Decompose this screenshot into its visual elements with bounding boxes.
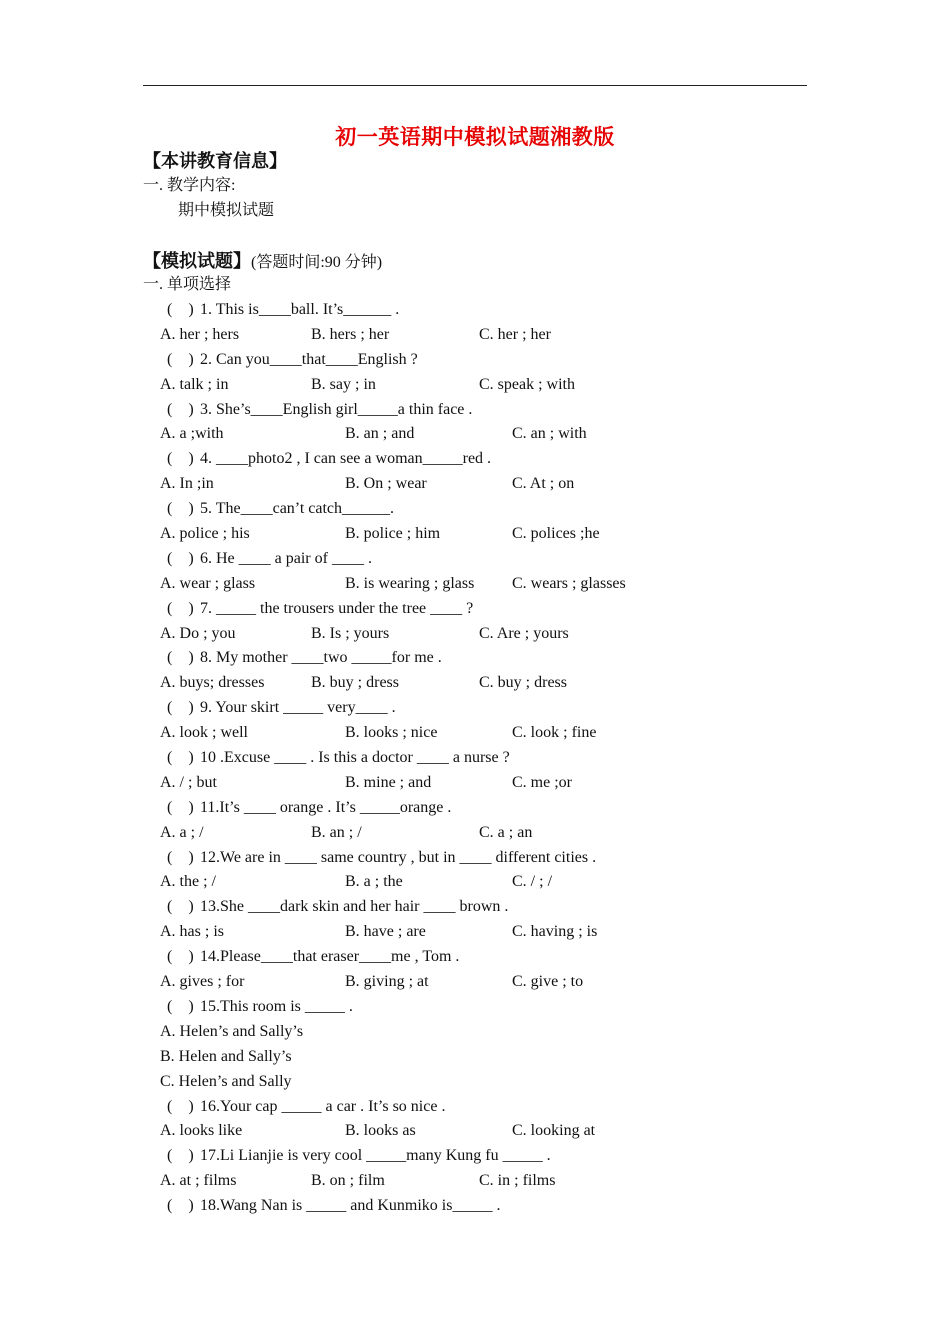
question-stem	[160, 945, 820, 970]
answer-option: B. looks as	[345, 1122, 416, 1140]
options-row	[160, 323, 820, 348]
answer-blank: ( )	[167, 749, 194, 767]
question-text: 17.Li Lianjie is very cool _____many Kung fu _____ .	[200, 1147, 551, 1165]
question-text: 3. She’s____English girl_____a thin face .	[200, 400, 473, 418]
question-text: 6. He ____ a pair of ____ .	[200, 549, 372, 567]
answer-option: B. buy ; dress	[311, 674, 399, 692]
answer-option: C. buy ; dress	[479, 674, 567, 692]
options-row	[160, 422, 820, 447]
options-row	[160, 920, 820, 945]
question-stem	[160, 796, 820, 821]
options-row	[160, 771, 820, 796]
question-stem	[160, 1095, 820, 1120]
answer-option: B. say ; in	[311, 375, 376, 393]
answer-blank: ( )	[167, 1197, 194, 1215]
question-stem	[160, 846, 820, 871]
exam-heading-label: 【模拟试题】	[143, 251, 251, 271]
question-text: 2. Can you____that____English ?	[200, 350, 418, 368]
answer-option: C. Are ; yours	[479, 624, 569, 642]
question-text: 11.It’s ____ orange . It’s _____orange .	[200, 798, 452, 816]
answer-option: A. / ; but	[160, 773, 217, 791]
answer-blank: ( )	[167, 898, 194, 916]
question-text: 16.Your cap _____ a car . It’s so nice .	[200, 1097, 446, 1115]
options-row	[160, 373, 820, 398]
answer-blank: ( )	[167, 798, 194, 816]
answer-option: A. look ; well	[160, 724, 248, 742]
answer-option: B. giving ; at	[345, 973, 429, 991]
question-text: 13.She ____dark skin and her hair ____ brown .	[200, 898, 509, 916]
answer-option: B. Helen and Sally’s	[160, 1047, 292, 1065]
question-text: 12.We are in ____ same country , but in ____ different cities .	[200, 848, 597, 866]
answer-option: A. has ; is	[160, 923, 224, 941]
answer-option: B. an ; /	[311, 823, 362, 841]
options-row	[160, 970, 820, 995]
answer-option: C. me ;or	[512, 773, 572, 791]
question-stem	[160, 547, 820, 572]
part1-label: 一. 单项选择	[143, 276, 232, 293]
question-text: 18.Wang Nan is _____ and Kunmiko is_____ .	[200, 1197, 501, 1215]
answer-option: C. / ; /	[512, 873, 553, 891]
question-stem	[160, 298, 820, 323]
answer-option: B. Is ; yours	[311, 624, 390, 642]
answer-blank: ( )	[167, 350, 194, 368]
question-stem	[160, 597, 820, 622]
answer-blank: ( )	[167, 450, 194, 468]
question-stem	[160, 1194, 820, 1219]
options-row	[160, 472, 820, 497]
answer-option: B. have ; are	[345, 923, 426, 941]
document-title: 初一英语期中模拟试题湘教版	[335, 125, 615, 149]
options-row	[160, 1119, 820, 1144]
answer-option: A. In ;in	[160, 475, 214, 493]
answer-option: C. polices ;he	[512, 525, 600, 543]
answer-option: A. buys; dresses	[160, 674, 265, 692]
content-value: 期中模拟试题	[178, 202, 275, 219]
answer-option: B. mine ; and	[345, 773, 432, 791]
answer-option: B. an ; and	[345, 425, 415, 443]
answer-blank: ( )	[167, 400, 194, 418]
answer-option: B. looks ; nice	[345, 724, 438, 742]
answer-option: C. a ; an	[479, 823, 533, 841]
answer-blank: ( )	[167, 599, 194, 617]
question-list	[160, 298, 820, 1219]
question-stem	[160, 746, 820, 771]
answer-option: B. a ; the	[345, 873, 403, 891]
answer-option: C. speak ; with	[479, 375, 575, 393]
question-stem	[160, 1144, 820, 1169]
answer-option: C. her ; her	[479, 325, 551, 343]
answer-option: C. an ; with	[512, 425, 587, 443]
answer-option: B. on ; film	[311, 1172, 385, 1190]
answer-blank: ( )	[167, 699, 194, 717]
answer-option: B. On ; wear	[345, 475, 427, 493]
answer-option: C. look ; fine	[512, 724, 597, 742]
answer-option: A. a ; /	[160, 823, 204, 841]
answer-blank: ( )	[167, 1147, 194, 1165]
content-label: 一. 教学内容:	[143, 177, 236, 194]
options-row	[160, 721, 820, 746]
exam-time-note: (答题时间:90 分钟)	[251, 254, 383, 271]
answer-option: A. a ;with	[160, 425, 224, 443]
answer-option: B. police ; him	[345, 525, 441, 543]
question-stem	[160, 995, 820, 1020]
question-stem	[160, 447, 820, 472]
question-stem	[160, 497, 820, 522]
options-row	[160, 1169, 820, 1194]
question-text: 7. _____ the trousers under the tree ____ ?	[200, 599, 474, 617]
answer-option: A. gives ; for	[160, 973, 245, 991]
answer-option: A. her ; hers	[160, 325, 240, 343]
answer-blank: ( )	[167, 500, 194, 518]
question-stem	[160, 348, 820, 373]
answer-option: A. police ; his	[160, 525, 250, 543]
header-rule	[143, 85, 807, 86]
answer-option: A. the ; /	[160, 873, 216, 891]
question-text: 8. My mother ____two _____for me .	[200, 649, 442, 667]
question-text: 10 .Excuse ____ . Is this a doctor ____ a nurse ?	[200, 749, 510, 767]
question-stem	[160, 696, 820, 721]
exam-heading	[143, 249, 382, 275]
options-row	[160, 671, 820, 696]
answer-option: A. talk ; in	[160, 375, 229, 393]
question-stem	[160, 895, 820, 920]
answer-option: A. Do ; you	[160, 624, 236, 642]
answer-option: A. at ; films	[160, 1172, 237, 1190]
answer-blank: ( )	[167, 1097, 194, 1115]
options-row	[160, 870, 820, 895]
options-row	[160, 622, 820, 647]
info-heading: 【本讲教育信息】	[143, 151, 287, 171]
answer-option: A. looks like	[160, 1122, 243, 1140]
answer-option: A. Helen’s and Sally’s	[160, 1022, 304, 1040]
question-text: 9. Your skirt _____ very____ .	[200, 699, 396, 717]
answer-blank: ( )	[167, 301, 194, 318]
question-text: 5. The____can’t catch______.	[200, 500, 395, 518]
options-row	[160, 572, 820, 597]
answer-option: C. At ; on	[512, 475, 575, 493]
answer-option: C. having ; is	[512, 923, 598, 941]
answer-blank: ( )	[167, 948, 194, 966]
answer-blank: ( )	[167, 649, 194, 667]
answer-option: B. hers ; her	[311, 325, 390, 343]
options-row	[160, 821, 820, 846]
question-text: 14.Please____that eraser____me , Tom .	[200, 948, 460, 966]
answer-blank: ( )	[167, 997, 194, 1015]
answer-option: A. wear ; glass	[160, 574, 256, 592]
answer-blank: ( )	[167, 549, 194, 567]
answer-option: C. Helen’s and Sally	[160, 1072, 292, 1090]
answer-option: C. looking at	[512, 1122, 596, 1140]
answer-option: C. give ; to	[512, 973, 584, 991]
answer-option: C. wears ; glasses	[512, 574, 626, 592]
question-text: 15.This room is _____ .	[200, 997, 353, 1015]
answer-blank: ( )	[167, 848, 194, 866]
options-row	[160, 522, 820, 547]
answer-option: C. in ; films	[479, 1172, 556, 1190]
question-stem	[160, 646, 820, 671]
question-text: 1. This is____ball. It’s______ .	[200, 301, 400, 318]
answer-option: B. is wearing ; glass	[345, 574, 475, 592]
question-stem	[160, 398, 820, 423]
question-text: 4. ____photo2 , I can see a woman_____red .	[200, 450, 492, 468]
